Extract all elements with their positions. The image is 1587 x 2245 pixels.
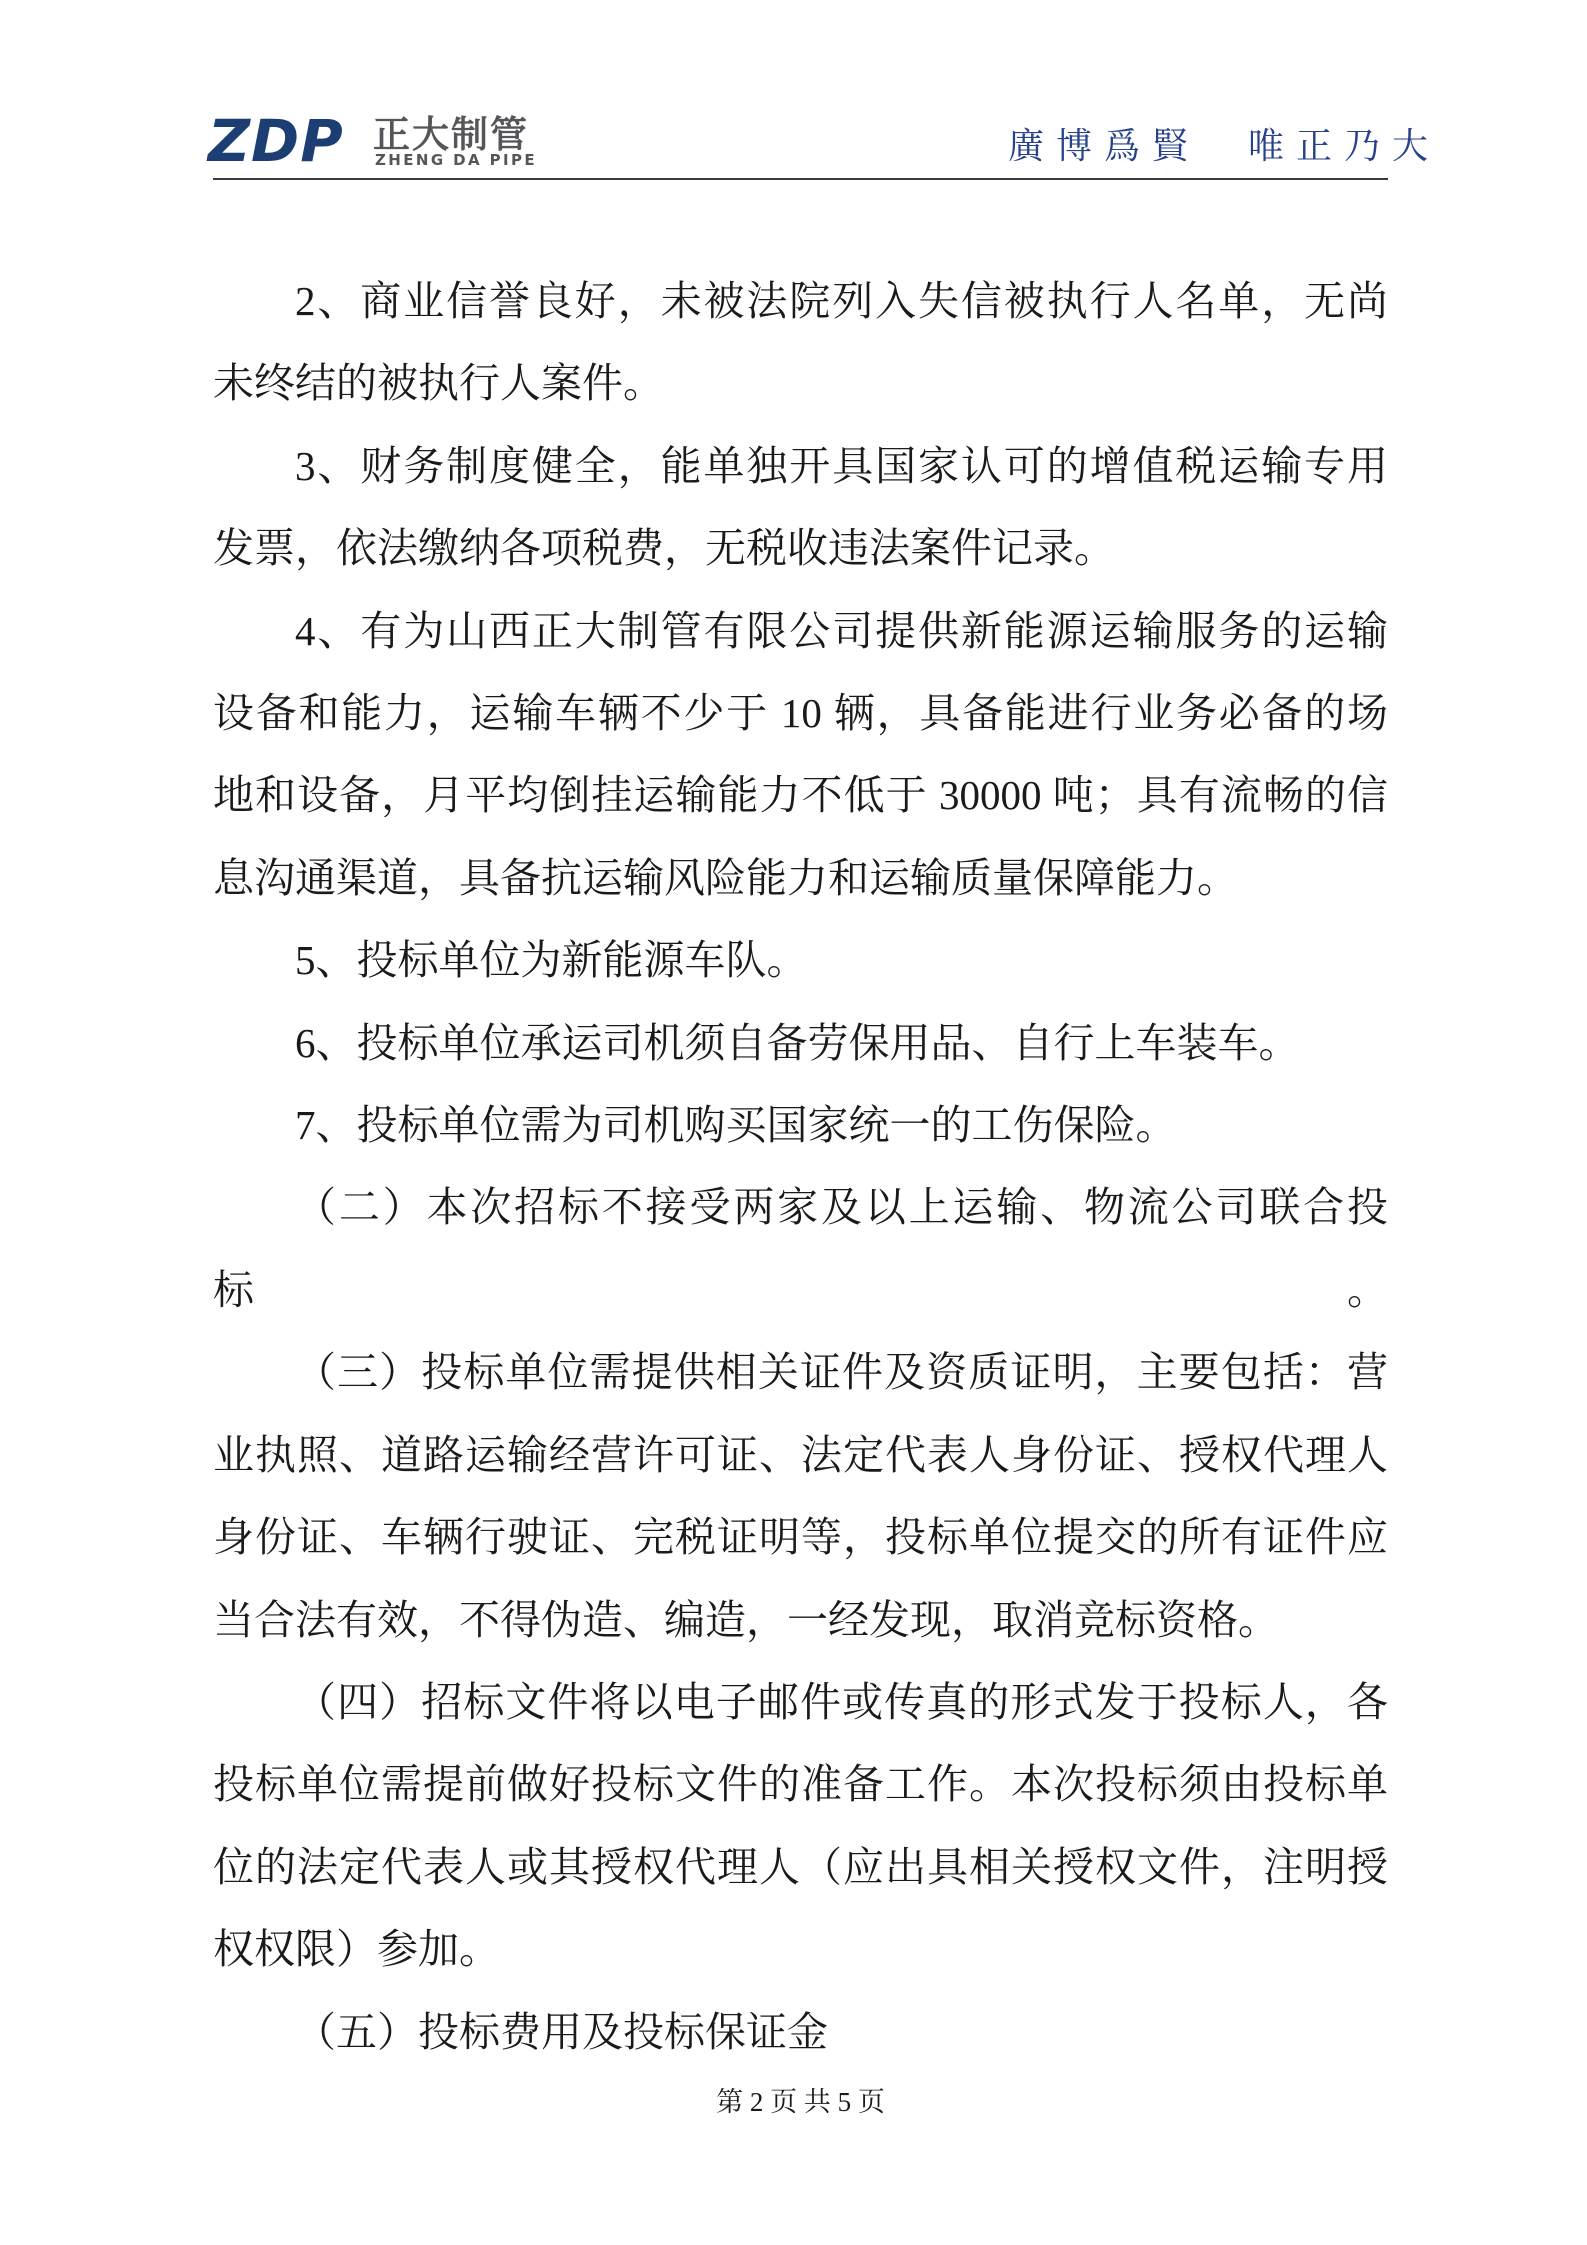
text-line: 权权限）参加。	[213, 1926, 500, 1973]
text-line: 4、有为山西正大制管有限公司提供新能源运输服务的运输	[295, 607, 1388, 654]
header-divider-line	[213, 178, 1388, 180]
text-line: （三）投标单位需提供相关证件及资质证明，主要包括：营	[295, 1349, 1388, 1396]
text-line: 位的法定代表人或其授权代理人（应出具相关授权文件，注明授	[213, 1843, 1388, 1890]
page-footer	[213, 2086, 1388, 2118]
text-line: 发票，依法缴纳各项税费，无税收违法案件记录。	[213, 525, 1115, 572]
text-line: 5、投标单位为新能源车队。	[295, 937, 808, 984]
logo-zdp-text: ZDP	[208, 107, 344, 175]
company-slogan: 廣博爲賢 唯正乃大	[1008, 126, 1441, 166]
text-line: 2、商业信誉良好，未被法院列入失信被执行人名单，无尚	[295, 278, 1388, 324]
document-body	[213, 260, 1388, 2073]
text-line: （四）招标文件将以电子邮件或传真的形式发于投标人，各	[295, 1678, 1388, 1725]
text-line: （五）投标费用及投标保证金	[295, 2008, 828, 2055]
logo-company-name-en: ZHENG DA PIPE	[375, 151, 538, 169]
logo-company-name-cn: 正大制管	[373, 113, 529, 156]
text-line: 未终结的被执行人案件。	[213, 360, 664, 407]
text-line: （二）本次招标不接受两家及以上运输、物流公司联合投标。	[213, 1184, 1388, 1313]
text-line: 地和设备，月平均倒挂运输能力不低于 30000 吨；具有流畅的信	[213, 772, 1388, 819]
text-line: 7、投标单位需为司机购买国家统一的工伤保险。	[295, 1102, 1177, 1149]
text-line: 业执照、道路运输经营许可证、法定代表人身份证、授权代理人	[213, 1431, 1388, 1478]
text-line: 投标单位需提前做好投标文件的准备工作。本次投标须由投标单	[213, 1761, 1388, 1808]
text-line: 当合法有效，不得伪造、编造，一经发现，取消竞标资格。	[213, 1596, 1279, 1643]
text-line: 3、财务制度健全，能单独开具国家认可的增值税运输专用	[295, 442, 1388, 489]
text-line: 身份证、车辆行驶证、完税证明等，投标单位提交的所有证件应	[213, 1514, 1388, 1561]
text-line: 设备和能力，运输车辆不少于 10 辆，具备能进行业务必备的场	[213, 690, 1388, 737]
text-line: 6、投标单位承运司机须自备劳保用品、自行上车装车。	[295, 1019, 1300, 1066]
text-line: 息沟通渠道，具备抗运输风险能力和运输质量保障能力。	[213, 854, 1238, 901]
page-number-label: 第 2 页 共 5 页	[716, 2087, 885, 2117]
